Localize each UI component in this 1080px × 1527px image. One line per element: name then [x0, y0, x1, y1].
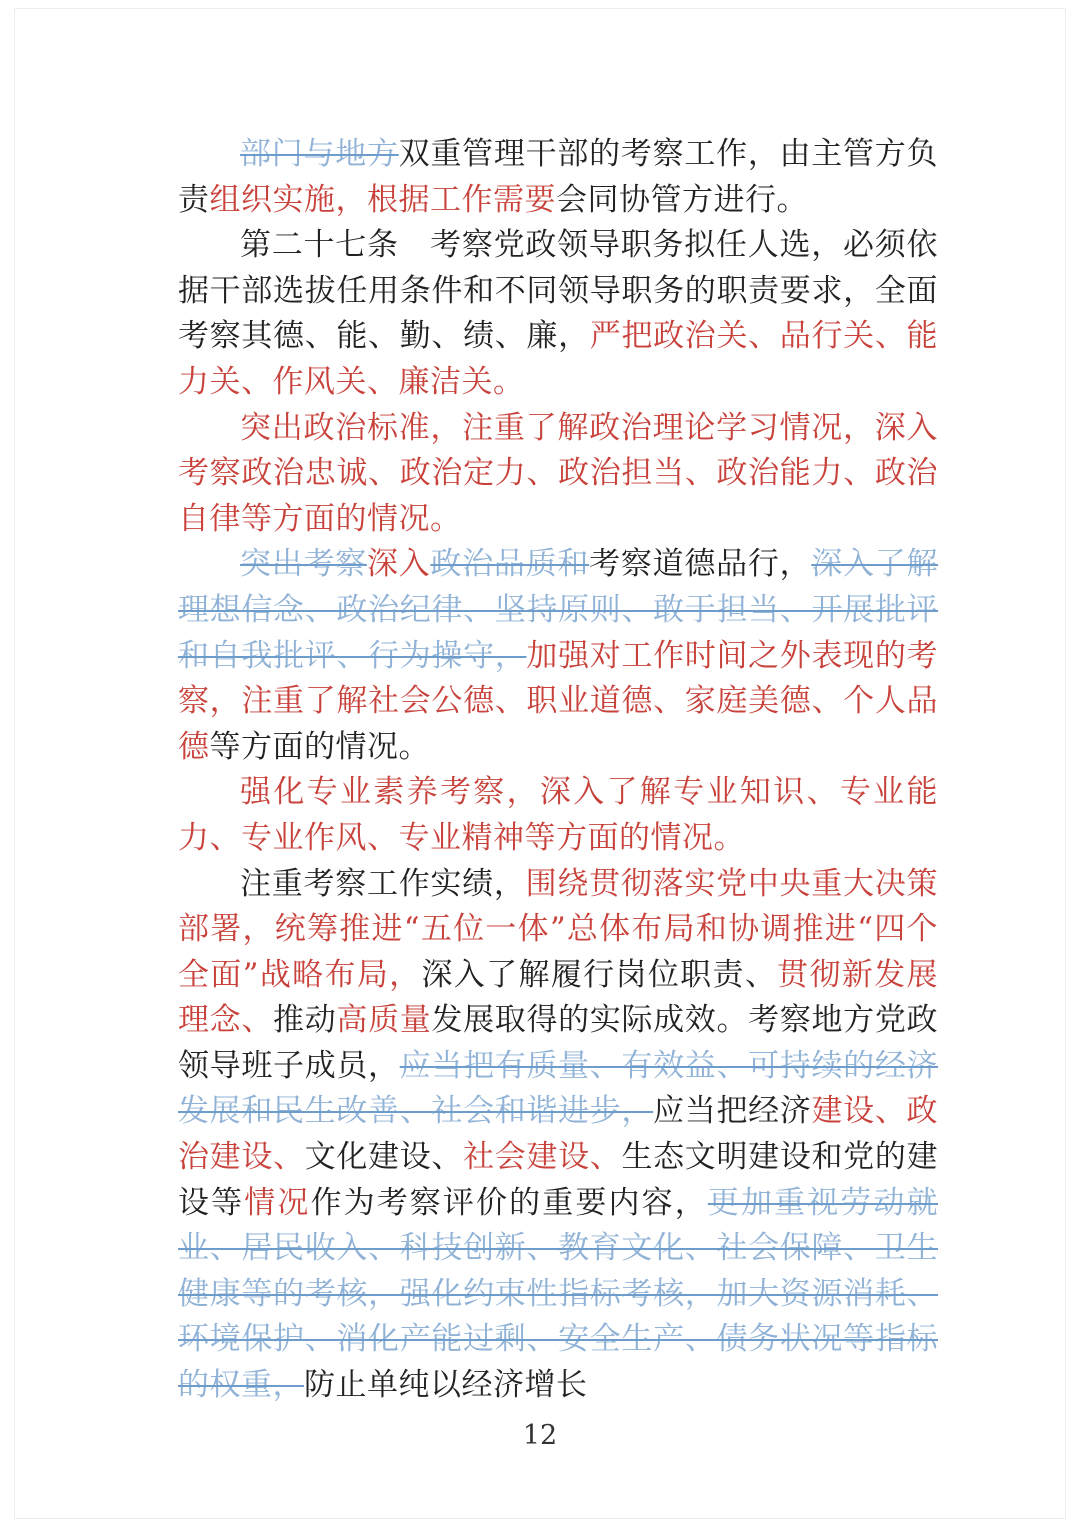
body-text-segment: 考察党政领导职务拟任人选，必须依据干部选拔任用条件和不同领导职务的职责要求，全面考察其德、能、勤、绩、廉，: [178, 227, 939, 355]
body-text-segment: 第二十七条: [240, 227, 399, 264]
inserted-text: 加强对工作时间之外表现的考察，注重了解社会公德、职业道德、家庭美德、个人品德: [178, 637, 939, 765]
inserted-text: 深入: [366, 546, 431, 583]
inserted-text: 情况: [244, 1184, 311, 1221]
page-number: 12: [522, 1420, 558, 1451]
inserted-text: 组织实施，根据工作需要: [209, 181, 556, 218]
body-text-segment: 双重管理干部的考察工作，由主管方负责: [178, 136, 939, 218]
inserted-text: 突出政治标准，注重了解政治理论学习情况，深入考察政治忠诚、政治定力、政治担当、政治能力、政治自律等方面的情况。: [178, 409, 938, 537]
inserted-text: 强化专业素养考察，深入了解专业知识、专业能力、专业作风、专业精神等方面的情况。: [178, 774, 938, 856]
inserted-text: 社会建设、: [463, 1139, 622, 1176]
deleted-text: 应当把有质量、有效益、可持续的经济发展和民生改善、社会和谐进步，: [178, 1047, 938, 1130]
deleted-text: 更加重视劳动就业、居民收入、科技创新、教育文化、社会保障、卫生健康等的考核，强化约束性指标考核，加大资源消耗、环境保护、消化产能过剩、安全生产、债务状况等指标的权重，: [178, 1184, 939, 1404]
inserted-text: 围绕贯彻落实党中央重大决策部署，统筹推进“五位一体”总体布局和协调推进“四个全面”战略布局，: [178, 865, 939, 993]
deleted-text: 深入了解理想信念、政治纪律、坚持原则、敢于担当、开展批评和自我批评、行为操守，: [178, 546, 939, 674]
body-text-segment: 等方面的情况。: [209, 728, 430, 765]
body-text-segment: 考察道德品行，: [589, 546, 812, 583]
paragraph: [178, 770, 938, 861]
body-text-segment: 防止单纯以经济增长: [304, 1367, 588, 1404]
body-text-segment: 推动: [273, 1002, 337, 1039]
paragraph: [178, 406, 938, 543]
paragraph: [178, 223, 938, 405]
body-text-segment: 发展取得的实际成效。考察地方党政领导班子成员，: [178, 1002, 939, 1084]
body-text-segment: 注重考察工作实绩，: [240, 865, 526, 902]
deleted-text: 部门与地方: [240, 136, 399, 172]
body-text-segment: 文化建设、: [304, 1139, 464, 1176]
body-text-segment: 深入了解履行岗位职责、: [421, 956, 778, 993]
inserted-text: 贯彻新发展理念、: [178, 956, 939, 1039]
deleted-text: 政治品质和: [430, 546, 590, 583]
body-text-segment: 应当把经济: [653, 1093, 812, 1130]
inserted-text: 严把政治关、品行关、能力关、作风关、廉洁关。: [178, 318, 939, 400]
inserted-text: 高质量: [336, 1002, 432, 1039]
document-body: [178, 132, 938, 1409]
body-text-segment: 会同协管方进行。: [556, 181, 808, 218]
paragraph: [178, 542, 938, 770]
paragraph: [178, 132, 938, 223]
inserted-text: 建设、政治建设、: [178, 1093, 939, 1176]
deleted-text: 突出考察: [240, 546, 367, 583]
body-text-segment: 生态文明建设和党的建设等: [178, 1139, 939, 1221]
paragraph: [178, 862, 938, 1409]
body-text-segment: 作为考察评价的重要内容，: [310, 1184, 708, 1221]
